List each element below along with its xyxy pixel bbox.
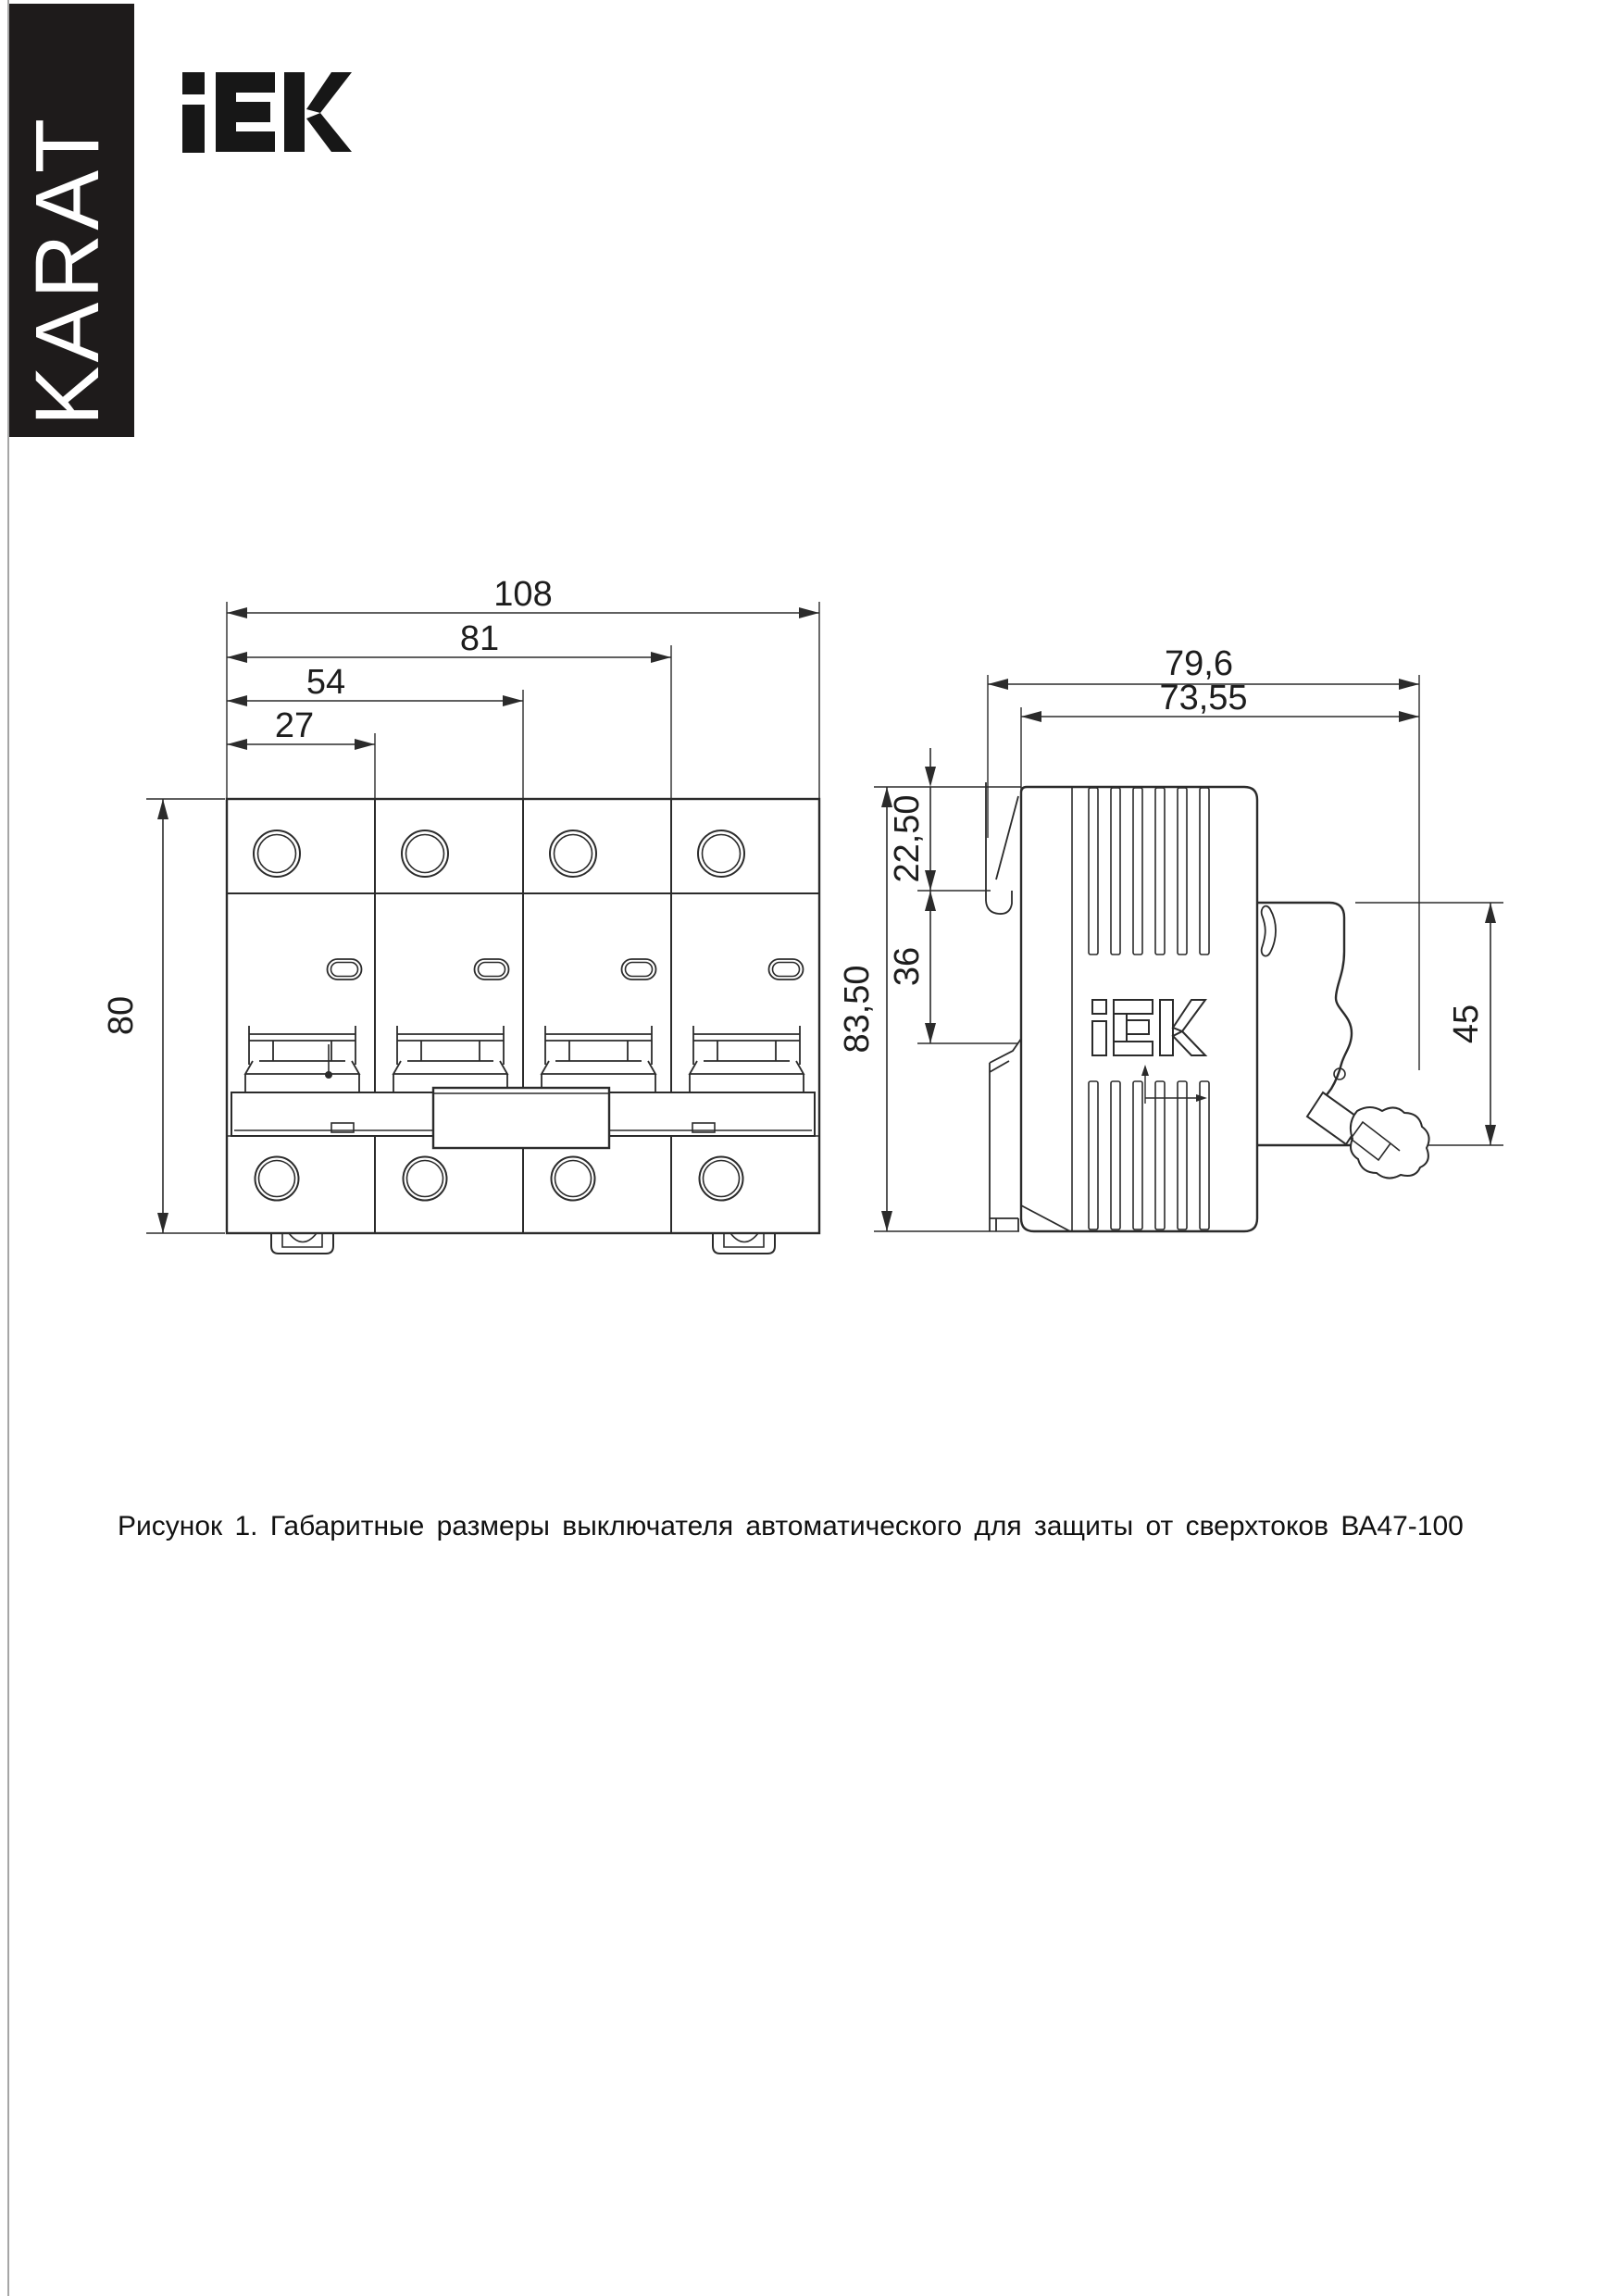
front-view xyxy=(102,575,819,1254)
din-clip-top xyxy=(986,782,1018,914)
iek-logo xyxy=(182,72,352,153)
crescent-slot xyxy=(1262,906,1276,956)
ventilation-ribs-bottom xyxy=(1089,1081,1209,1229)
iek-logo-k-spine xyxy=(284,72,305,152)
side-dim-83-50: 83,50 xyxy=(838,965,877,1054)
iek-logo-i-stem xyxy=(182,105,205,153)
front-dim-27: 27 xyxy=(274,706,315,745)
front-pole-profile xyxy=(1257,903,1352,1096)
front-height-extension-lines xyxy=(146,799,225,1233)
side-depth-extension-lines xyxy=(988,675,1419,1070)
din-latch-bottom xyxy=(990,1039,1070,1231)
front-dim-108: 108 xyxy=(493,575,553,614)
iek-logo-i-dot xyxy=(182,72,205,94)
side-dim-79-6: 79,6 xyxy=(1165,644,1233,683)
front-dim-81: 81 xyxy=(459,619,500,658)
front-dim-54: 54 xyxy=(305,663,346,702)
handle xyxy=(433,1088,609,1148)
side-view xyxy=(838,644,1503,1231)
toggle-mechanisms xyxy=(245,1026,804,1092)
logo-locator-arrows xyxy=(1141,1065,1207,1104)
iek-logo-e-bottom xyxy=(216,131,275,152)
karat-banner xyxy=(9,4,134,437)
side-dim-45: 45 xyxy=(1447,1004,1486,1044)
side-iek-logo xyxy=(1092,1000,1205,1055)
marking-slots xyxy=(328,959,804,980)
side-dim-22-50: 22,50 xyxy=(888,794,927,883)
bottom-terminal-screws xyxy=(256,1157,743,1201)
iek-logo-k-lower-arm xyxy=(306,113,352,152)
iek-logo-e-mid xyxy=(236,102,270,122)
mounting-tabs xyxy=(271,1233,775,1254)
pole-dividers xyxy=(375,799,671,1233)
figure-caption: Рисунок 1. Габаритные размеры выключателя автоматического для защиты от сверхтоков ВА47-100 xyxy=(118,1511,1464,1541)
ventilation-ribs-top xyxy=(1089,788,1209,955)
iek-logo-k-upper-arm xyxy=(306,72,352,113)
front-dim-80: 80 xyxy=(102,995,141,1036)
side-dim-36: 36 xyxy=(888,946,927,987)
karat-banner-text: KARAT xyxy=(17,114,118,427)
tie-bar xyxy=(227,1088,819,1148)
side-dim-73-55: 73,55 xyxy=(1159,679,1248,718)
trip-indicator-dot xyxy=(325,1071,332,1079)
iek-logo-e-top xyxy=(216,72,275,93)
